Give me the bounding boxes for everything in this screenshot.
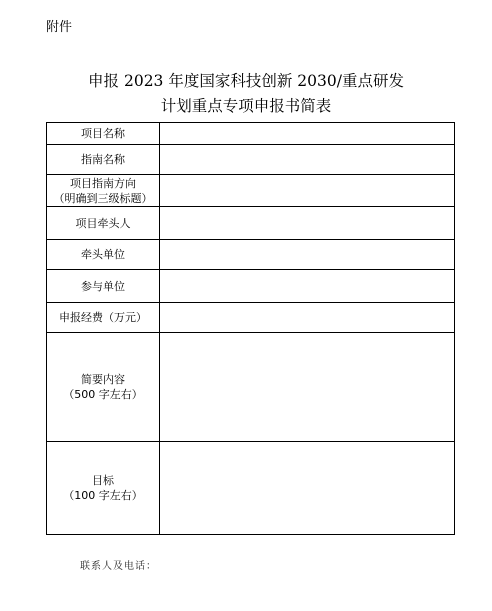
field-objectives[interactable]	[160, 442, 455, 535]
attachment-label: 附件	[46, 20, 73, 35]
label-project-name: 项目名称	[47, 123, 160, 145]
label-funding: 申报经费（万元）	[47, 303, 160, 333]
label-project-leader: 项目牵头人	[47, 207, 160, 240]
row-project-leader	[47, 207, 455, 240]
label-guide-direction: 项目指南方向 （明确到三级标题）	[47, 175, 160, 207]
row-guide-name	[47, 145, 455, 175]
row-brief-content	[47, 333, 455, 442]
label-lead-unit: 牵头单位	[47, 240, 160, 270]
label-brief-content: 简要内容 （500 字左右）	[47, 333, 160, 442]
contact-label: 联系人及电话：	[80, 561, 157, 572]
row-project-name	[47, 123, 455, 145]
label-participating-units: 参与单位	[47, 270, 160, 303]
field-project-name[interactable]	[160, 123, 455, 145]
document-title-line-1: 申报 2023 年度国家科技创新 2030/重点研发	[88, 72, 404, 90]
row-guide-direction	[47, 175, 455, 207]
field-guide-name[interactable]	[160, 145, 455, 175]
row-participating-units	[47, 270, 455, 303]
label-guide-name: 指南名称	[47, 145, 160, 175]
row-objectives	[47, 442, 455, 535]
field-participating-units[interactable]	[160, 270, 455, 303]
row-funding	[47, 303, 455, 333]
field-brief-content[interactable]	[160, 333, 455, 442]
application-summary-table	[46, 122, 455, 535]
field-project-leader[interactable]	[160, 207, 455, 240]
field-funding[interactable]	[160, 303, 455, 333]
field-guide-direction[interactable]	[160, 175, 455, 207]
row-lead-unit	[47, 240, 455, 270]
label-objectives: 目标 （100 字左右）	[47, 442, 160, 535]
document-title-line-2: 计划重点专项申报书简表	[160, 97, 332, 115]
field-lead-unit[interactable]	[160, 240, 455, 270]
